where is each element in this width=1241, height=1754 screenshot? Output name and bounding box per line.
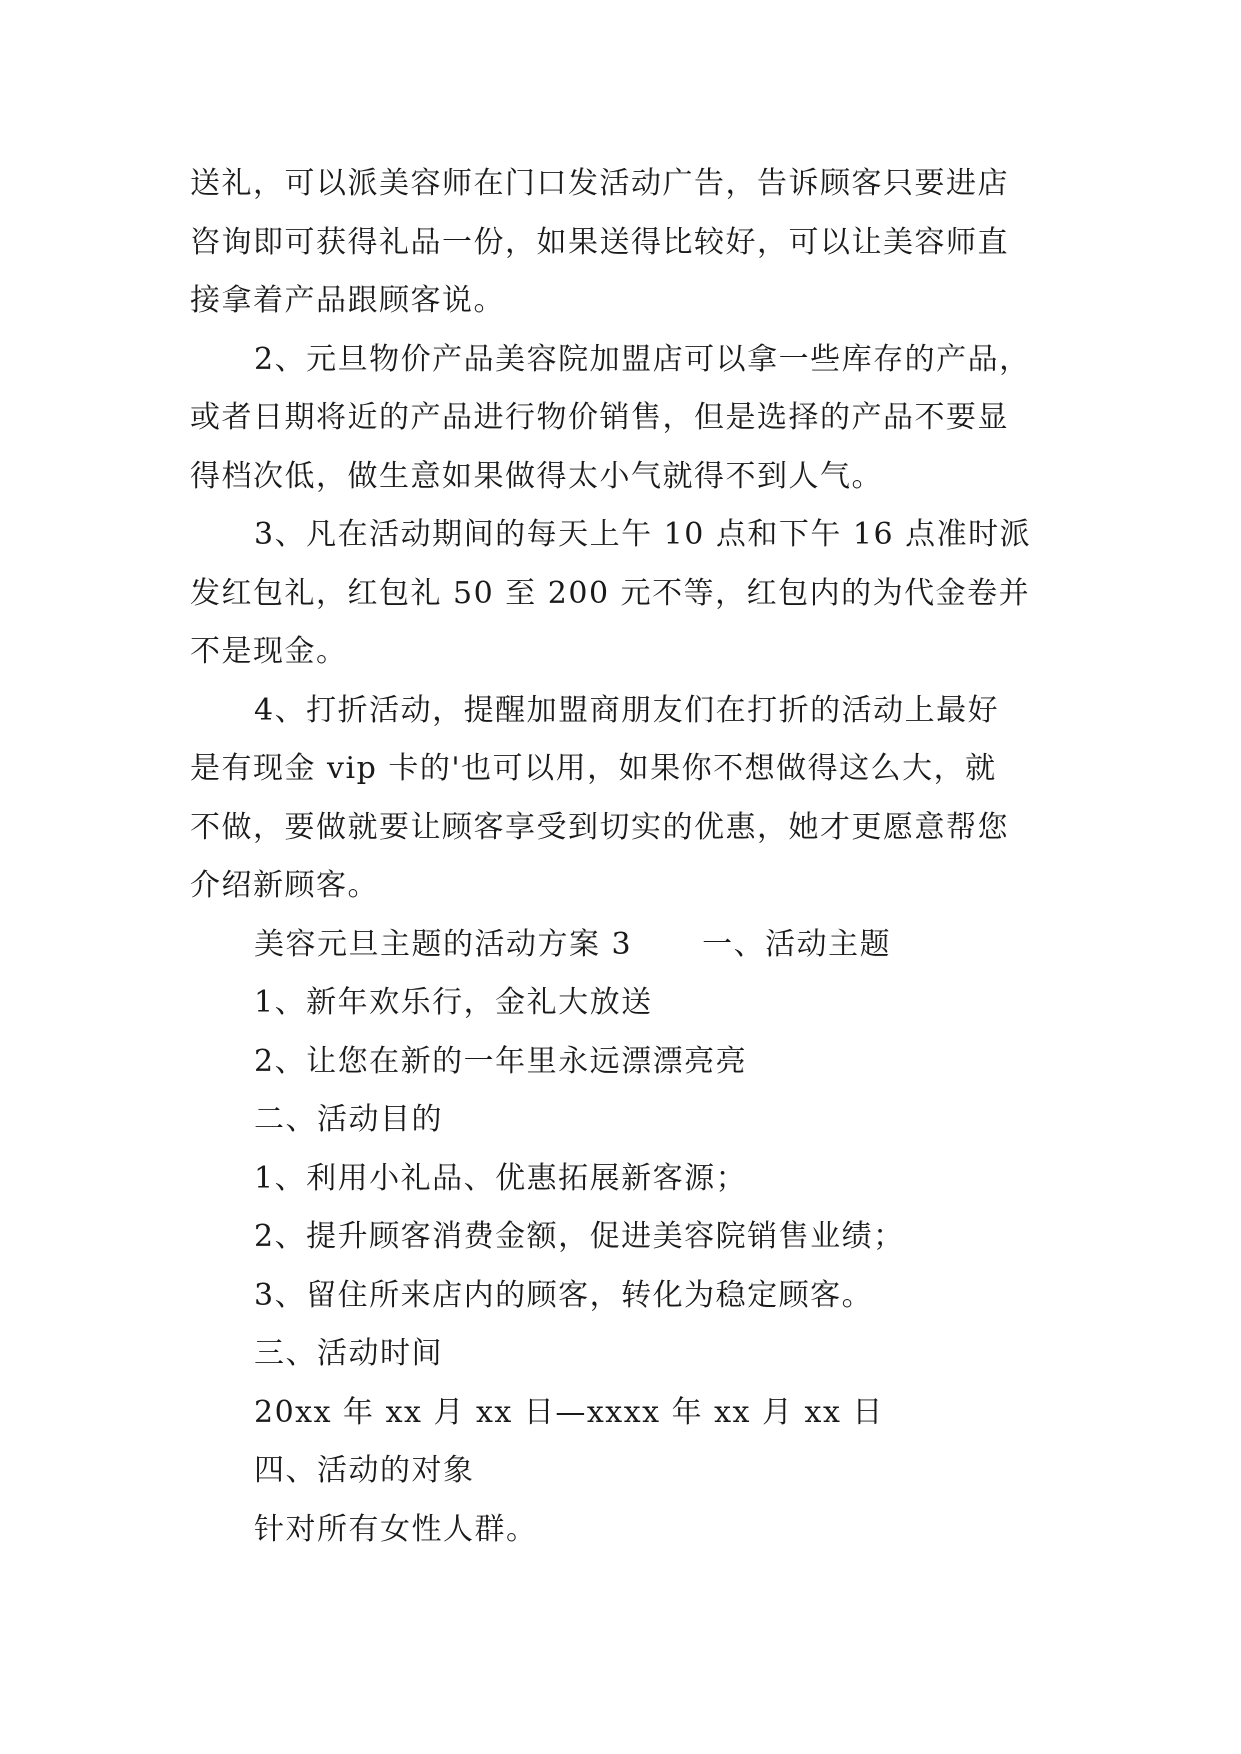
paragraph-line: 2、元旦物价产品美容院加盟店可以拿一些库存的产品，: [254, 341, 1031, 377]
paragraph-line: 接拿着产品跟顾客说。: [190, 283, 505, 318]
list-item: 3、留住所来店内的顾客，转化为稳定顾客。: [254, 1277, 874, 1313]
plan-title: 美容元旦主题的活动方案 3: [254, 926, 633, 962]
plan-title-line: [190, 916, 1070, 975]
paragraph-line: 发红包礼，红包礼 50 至 200 元不等，红包内的为代金卷并: [190, 575, 1031, 611]
section-heading: 四、活动的对象: [254, 1453, 475, 1488]
section-heading: 二、活动目的: [254, 1102, 443, 1137]
paragraph-line: 4、打折活动，提醒加盟商朋友们在打折的活动上最好: [254, 692, 1000, 728]
list-item: 20xx 年 xx 月 xx 日—xxxx 年 xx 月 xx 日: [254, 1394, 884, 1430]
section-heading: 三、活动时间: [254, 1336, 443, 1371]
list-item: 1、利用小礼品、优惠拓展新客源；: [254, 1160, 748, 1196]
list-item: 针对所有女性人群。: [254, 1511, 538, 1547]
paragraph-line: 送礼，可以派美容师在门口发活动广告，告诉顾客只要进店: [190, 166, 1009, 201]
paragraph-line: 3、凡在活动期间的每天上午 10 点和下午 16 点准时派: [254, 517, 1032, 552]
list-item: 1、新年欢乐行，金礼大放送: [254, 985, 653, 1020]
paragraph-line: 或者日期将近的产品进行物价销售，但是选择的产品不要显: [190, 400, 1009, 435]
document-body: [190, 155, 1070, 1559]
paragraph-line: 是有现金 vip 卡的'也可以用，如果你不想做得这么大，就: [190, 751, 997, 786]
paragraph-line: 不做，要做就要让顾客享受到切实的优惠，她才更愿意帮您: [190, 809, 1009, 845]
paragraph-line: 介绍新顾客。: [190, 868, 379, 903]
paragraph-line: 咨询即可获得礼品一份，如果送得比较好，可以让美容师直: [190, 224, 1009, 260]
paragraph-line: 得档次低，做生意如果做得太小气就得不到人气。: [190, 458, 883, 494]
list-item: 2、提升顾客消费金额，促进美容院销售业绩；: [254, 1219, 905, 1254]
paragraph-line: 不是现金。: [190, 634, 348, 669]
section-heading: 一、活动主题: [702, 926, 892, 962]
list-item: 2、让您在新的一年里永远漂漂亮亮: [254, 1043, 748, 1079]
